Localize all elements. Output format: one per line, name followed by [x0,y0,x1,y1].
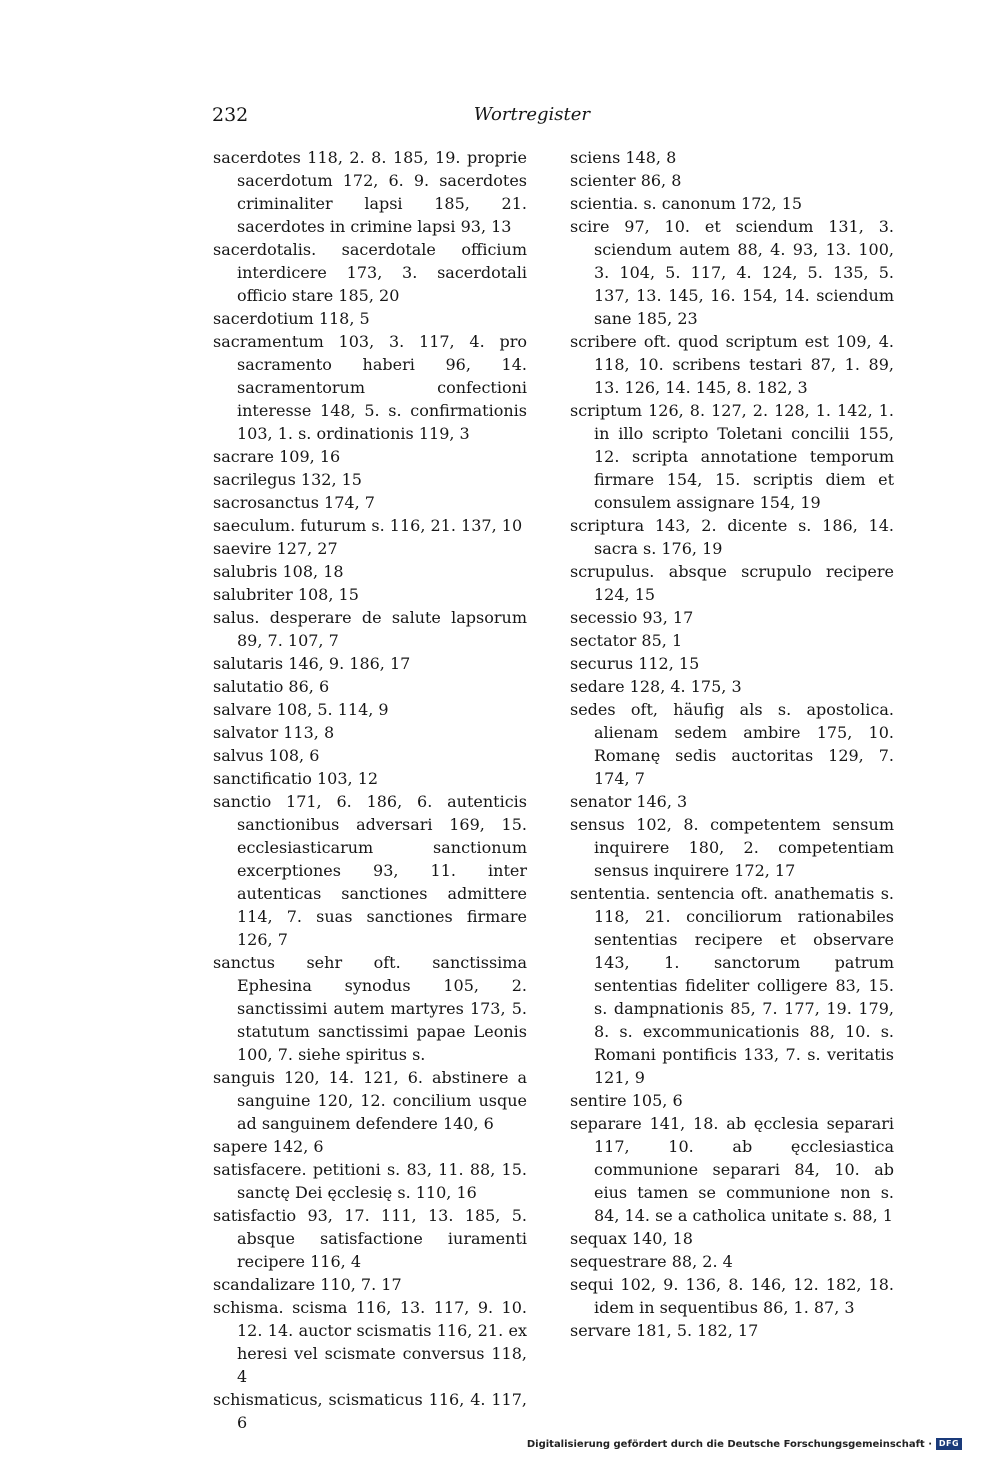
credit-text: Digitalisierung gefördert durch die Deutsche Forschungsgemeinschaft [526,1438,925,1450]
dot-separator: · [924,1438,932,1450]
index-entry: sacrare 109, 16 [213,447,341,466]
index-entry: saevire 127, 27 [213,539,338,558]
index-entry: sapere 142, 6 [213,1137,324,1156]
index-column-right [570,146,894,1342]
index-entry: satisfacere. petitioni s. 83, 11. 88, 15. sanctę Dei ęcclesię s. 110, 16 [213,1160,527,1202]
index-entry: sedes oft, häufig als s. apostolica. alienam sedem ambire 175, 10. Romanę sedis auctoritas 129, 7. 174, 7 [570,700,894,788]
index-entry: sacerdotalis. sacerdotale officium interdicere 173, 3. sacerdotali officio stare 185, 20 [213,240,527,305]
page-header [212,104,590,132]
index-entry: salvus 108, 6 [213,746,320,765]
page-number: 232 [212,104,249,126]
index-entry: scriptura 143, 2. dicente s. 186, 14. sacra s. 176, 19 [570,516,894,558]
index-entry: sequi 102, 9. 136, 8. 146, 12. 182, 18. idem in sequentibus 86, 1. 87, 3 [570,1275,894,1317]
index-entry: scriptum 126, 8. 127, 2. 128, 1. 142, 1. in illo scripto Toletani concilii 155, 12. scripta annotatione temporum firmare 154, 15. scriptis diem et consulem assignare 154, 19 [570,401,894,512]
index-entry: salvare 108, 5. 114, 9 [213,700,389,719]
index-entry: sanctio 171, 6. 186, 6. autenticis sanctionibus adversari 169, 15. ecclesiasticarum sanctionum excerptiones 93, 11. inter autenticas sanctiones admittere 114, 7. suas sanctiones firmare 126, 7 [213,792,527,949]
index-entry: sanguis 120, 14. 121, 6. abstinere a sanguine 120, 12. concilium usque ad sanguinem defendere 140, 6 [213,1068,527,1133]
index-entry: salubris 108, 18 [213,562,344,581]
index-entry: scire 97, 10. et sciendum 131, 3. sciendum autem 88, 4. 93, 13. 100, 3. 104, 5. 117, 4. 124, 5. 135, 5. 137, 13. 145, 16. 154, 14. sciendum sane 185, 23 [570,217,894,328]
index-entry: sectator 85, 1 [570,631,683,650]
index-entry: securus 112, 15 [570,654,700,673]
index-entry: salvator 113, 8 [213,723,335,742]
index-entry: salutatio 86, 6 [213,677,330,696]
index-entry: schisma. scisma 116, 13. 117, 9. 10. 12. 14. auctor scismatis 116, 21. ex heresi vel scismate conversus 118, 4 [213,1298,527,1386]
index-entry: schismaticus, scismaticus 116, 4. 117, 6 [213,1390,527,1432]
index-entry: separare 141, 18. ab ęcclesia separari 117, 10. ab ęcclesiastica communione separari 84, 10. ab eius tamen se communione non s. 84, 14. se a catholica unitate s. 88, 1 [570,1114,894,1225]
index-entry: scandalizare 110, 7. 17 [213,1275,402,1294]
index-entry: sequax 140, 18 [570,1229,693,1248]
index-entry: sciens 148, 8 [570,148,677,167]
index-entry: scribere oft. quod scriptum est 109, 4. 118, 10. scribens testari 87, 1. 89, 13. 126, 14. 145, 8. 182, 3 [570,332,894,397]
index-entry: senator 146, 3 [570,792,688,811]
index-entry: scientia. s. canonum 172, 15 [570,194,803,213]
index-entry: salus. desperare de salute lapsorum 89, 7. 107, 7 [213,608,527,650]
index-entry: sequestrare 88, 2. 4 [570,1252,733,1271]
index-entry: sanctificatio 103, 12 [213,769,379,788]
index-entry: sacerdotium 118, 5 [213,309,370,328]
index-entry: salubriter 108, 15 [213,585,359,604]
digitization-credit [527,1438,962,1450]
index-entry: satisfactio 93, 17. 111, 13. 185, 5. absque satisfactione iuramenti recipere 116, 4 [213,1206,527,1271]
index-entry: saeculum. futurum s. 116, 21. 137, 10 [213,516,523,535]
dfg-logo: DFG [936,1438,962,1450]
index-entry: scrupulus. absque scrupulo recipere 124, 15 [570,562,894,604]
index-entry: sentire 105, 6 [570,1091,683,1110]
index-entry: sacrosanctus 174, 7 [213,493,375,512]
index-entry: salutaris 146, 9. 186, 17 [213,654,411,673]
index-entry: sanctus sehr oft. sanctissima Ephesina synodus 105, 2. sanctissimi autem martyres 173, 5. statutum sanctissimi papae Leonis 100, 7. siehe spiritus s. [213,953,527,1064]
index-entry: sacramentum 103, 3. 117, 4. pro sacramento haberi 96, 14. sacramentorum confectioni interesse 148, 5. s. confirmationis 103, 1. s. ordinationis 119, 3 [213,332,527,443]
index-entry: sedare 128, 4. 175, 3 [570,677,742,696]
index-entry: secessio 93, 17 [570,608,694,627]
index-entry: sensus 102, 8. competentem sensum inquirere 180, 2. competentiam sensus inquirere 172, 17 [570,815,894,880]
index-entry: sententia. sentencia oft. anathematis s. 118, 21. conciliorum rationabiles sententias recipere et observare 143, 1. sanctorum patrum sententias fideliter colligere 83, 15. s. dampnationis 85, 7. 177, 19. 179, 8. s. excommunicationis 88, 10. s. Romani pontificis 133, 7. s. veritatis 121, 9 [570,884,894,1087]
index-entry: sacerdotes 118, 2. 8. 185, 19. proprie sacerdotum 172, 6. 9. sacerdotes criminaliter lapsi 185, 21. sacerdotes in crimine lapsi 93, 13 [213,148,527,236]
index-entry: sacrilegus 132, 15 [213,470,362,489]
running-title: Wortregister [473,104,590,125]
index-entry: servare 181, 5. 182, 17 [570,1321,759,1340]
index-entry: scienter 86, 8 [570,171,682,190]
index-column-left [213,146,527,1434]
